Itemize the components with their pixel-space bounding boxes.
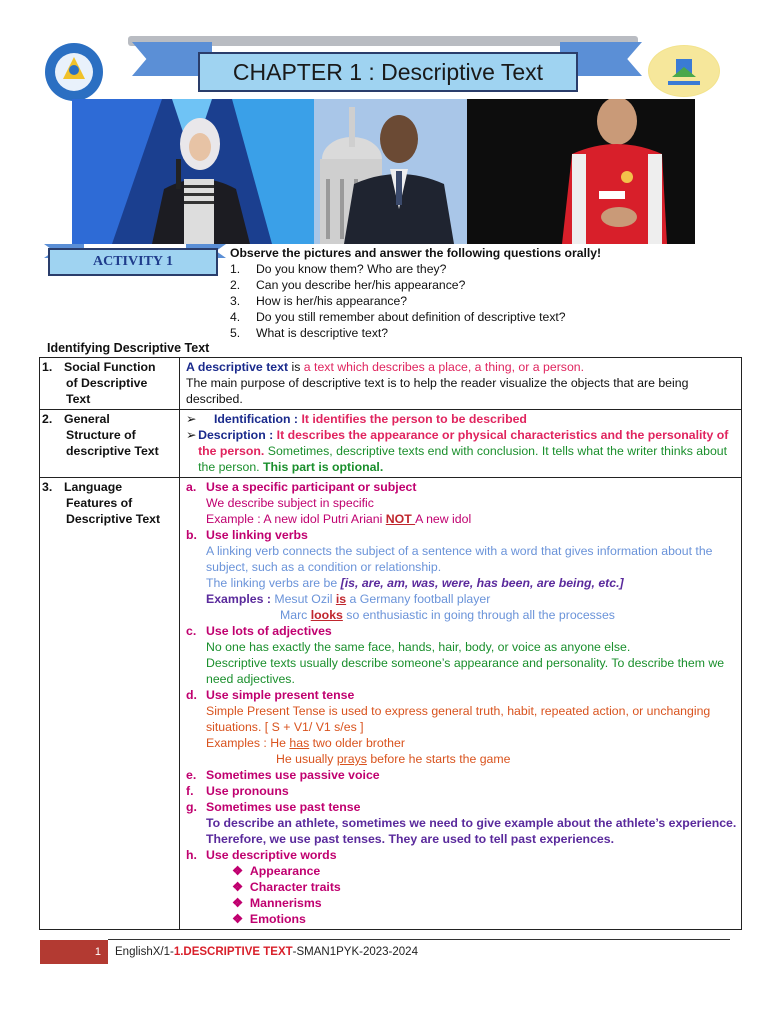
row-heading: 2. General Structure of descriptive Text bbox=[40, 410, 180, 478]
table-row bbox=[40, 358, 742, 410]
row-content: a. Use a specific participant or subject We describe subject in specific Example : A new idol Putri Ariani NOT A new idol b. Use linking verbs A linking verb connects the subject of a sentence with a word that gives information about the subject, such as a condition or relationship. The linking verbs are be [is, are, am, was, were, has been, are being, etc.] Examples : Mesut Ozil is a Germany football player Marc looks so enthusiastic in going through all the processes c. Use lots of adjectives No one has exactly the same face, hands, hair, body, or voice as anyone else. Descriptive texts usually describe someone’s appearance and personality. To describe them we need adjectives. d. Use simple present tense Simple Present Tense is used to express general truth, habit, repeated action, or unchanging situations. [ S + V1/ V1 s/es ] Examples : He has two older brother He usually prays before he starts the game e. Sometimes use passive voice f. Use pronouns g. Sometimes use past tense To describe an athlete, sometimes we need to give example about the athlete’s experience. Therefore, we use past tenses. They are used to tell past experiences. h. Use descriptive words ❖ Appearance ❖ Character traits ❖ Mannerisms ❖ Emotions bbox=[180, 478, 742, 930]
list-item: ❖ Appearance bbox=[232, 864, 321, 878]
row-heading: 3. Language Features of Descriptive Text bbox=[40, 478, 180, 930]
table-row bbox=[40, 478, 742, 930]
row-heading: 1. Social Function of Descriptive Text bbox=[40, 358, 180, 410]
question-item: 1. Do you know them? Who are they? bbox=[230, 262, 447, 276]
list-item: ❖ Character traits bbox=[232, 880, 341, 894]
question-item: 5. What is descriptive text? bbox=[230, 326, 389, 340]
footer-divider bbox=[108, 939, 730, 940]
page-number: 1 bbox=[40, 940, 108, 964]
list-item: ❖ Mannerisms bbox=[232, 896, 322, 910]
photo-man-suit bbox=[314, 99, 467, 244]
section-title: Identifying Descriptive Text bbox=[47, 341, 210, 355]
photo-footballer bbox=[467, 99, 695, 244]
question-item: 4. Do you still remember about definition of descriptive text? bbox=[230, 310, 566, 324]
school-logo bbox=[648, 45, 720, 97]
descriptive-text-table bbox=[39, 357, 742, 930]
activity-instruction: Observe the pictures and answer the following questions orally! bbox=[230, 246, 602, 260]
activity-label: ACTIVITY 1 bbox=[48, 248, 218, 276]
tut-wuri-handayani-logo bbox=[45, 43, 103, 101]
list-item: ❖ Emotions bbox=[232, 912, 306, 926]
row-content: ➢ Identification : It identifies the person to be described ➢ Description : It describes the appearance or physical characteristics and the personality of the person. Sometimes, descriptive texts end with conclusion. It tells what the writer thinks about the person. This part is optional. bbox=[180, 410, 742, 478]
question-item: 3. How is her/his appearance? bbox=[230, 294, 408, 308]
row-content: A descriptive text is a text which describes a place, a thing, or a person. The main purpose of descriptive text is to help the reader visualize the objects that are being described. bbox=[180, 358, 742, 410]
chapter-title: CHAPTER 1 : Descriptive Text bbox=[198, 52, 578, 92]
question-item: 2. Can you describe her/his appearance? bbox=[230, 278, 466, 292]
footer-text: EnglishX/1-1.DESCRIPTIVE TEXT-SMAN1PYK-2023-2024 bbox=[115, 946, 418, 958]
table-row bbox=[40, 410, 742, 478]
activity-questions bbox=[230, 245, 601, 341]
photo-singer bbox=[72, 99, 314, 244]
